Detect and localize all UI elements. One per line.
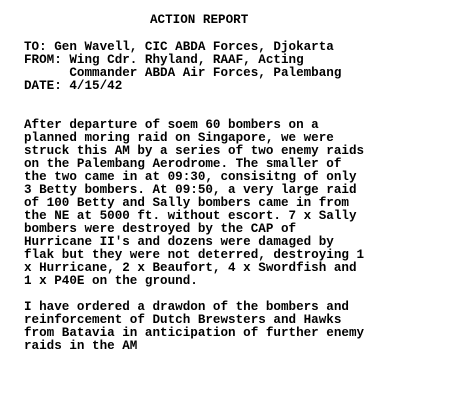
body-line: flak but they were not deterred, destroying 1: [24, 248, 365, 262]
body-line: reinforcement of Dutch Brewsters and Hawks: [24, 313, 342, 327]
body-line: Hurricane II's and dozens were damaged by: [24, 235, 334, 249]
body-line: of 100 Betty and Sally bombers came in from: [24, 196, 349, 210]
body-line: raids in the AM: [24, 339, 138, 353]
body-line: the NE at 5000 ft. without escort. 7 x Sally: [24, 209, 357, 223]
header-to: TO: Gen Wavell, CIC ABDA Forces, Djokarta: [24, 40, 334, 54]
body-line: x Hurricane, 2 x Beaufort, 4 x Swordfish and: [24, 261, 357, 275]
header-from-continued: Commander ABDA Air Forces, Palembang: [24, 66, 342, 80]
body-line: 3 Betty bombers. At 09:50, a very large raid: [24, 183, 357, 197]
body-line: the two came in at 09:30, consisitng of only: [24, 170, 357, 184]
body-line: After departure of soem 60 bombers on a: [24, 118, 319, 132]
body-line: 1 x P40E on the ground.: [24, 274, 198, 288]
header-date: DATE: 4/15/42: [24, 79, 123, 93]
report-title: ACTION REPORT: [150, 13, 249, 27]
body-line: bombers were destroyed by the CAP of: [24, 222, 297, 236]
body-line: from Batavia in anticipation of further enemy: [24, 326, 365, 340]
body-line: struck this AM by a series of two enemy raids: [24, 144, 365, 158]
body-line: planned moring raid on Singapore, we were: [24, 131, 334, 145]
body-line: on the Palembang Aerodrome. The smaller of: [24, 157, 342, 171]
body-line: I have ordered a drawdon of the bombers and: [24, 300, 349, 314]
header-from: FROM: Wing Cdr. Rhyland, RAAF, Acting: [24, 53, 304, 67]
